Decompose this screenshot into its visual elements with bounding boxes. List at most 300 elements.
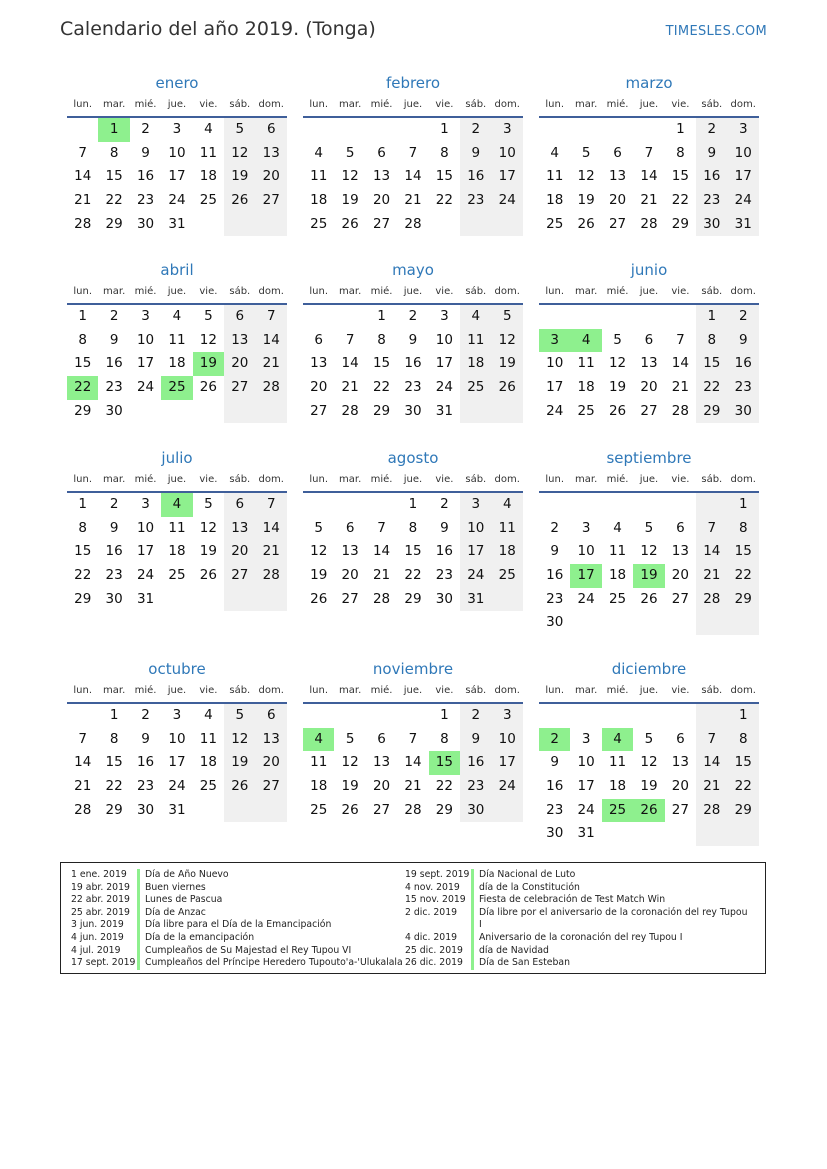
weekday-label: mar. (575, 286, 598, 297)
weekend-day-cell: 5 (492, 305, 523, 329)
empty-day-cell (492, 588, 523, 612)
weekend-day-cell: 7 (696, 728, 727, 752)
holiday-marker (137, 907, 140, 920)
week-row (67, 189, 287, 213)
month-noviembre (303, 658, 523, 822)
day-cell: 19 (640, 778, 658, 795)
day-cell: 10 (136, 519, 155, 536)
day-cell: 12 (608, 355, 627, 372)
day-cell: 4 (204, 707, 213, 723)
weekend-day-cell: 20 (256, 165, 287, 189)
month-marzo (539, 72, 759, 236)
weekend-day-cell: 21 (256, 352, 287, 376)
holiday-name: Aniversario de la coronación del rey Tupou I (479, 931, 683, 943)
holiday-name: Cumpleaños del Príncipe Heredero Tupouto'a-'Ulukalala (145, 957, 403, 969)
day-cell: 8 (109, 144, 119, 161)
weekday-label: sáb. (465, 286, 487, 297)
weekday-label: sáb. (701, 474, 723, 485)
day-cell: 2 (109, 308, 119, 324)
weekend-day-cell: 25 (460, 376, 491, 400)
weekday-label: vie. (199, 99, 218, 110)
week-row (303, 517, 523, 541)
weekday-label: dom. (494, 474, 520, 485)
week-row (303, 376, 523, 400)
empty-day-cell (665, 493, 696, 517)
weekday-label: mar. (339, 99, 362, 110)
day-cell: 13 (310, 355, 328, 372)
day-cell: 11 (310, 168, 328, 185)
day-cell: 25 (199, 192, 217, 209)
weekend-day-cell: 10 (492, 142, 523, 166)
day-cell: 31 (168, 215, 186, 232)
empty-day-cell (193, 588, 224, 612)
weekend-day-cell: 6 (224, 305, 255, 329)
empty-day-cell (193, 400, 224, 424)
week-row (67, 775, 287, 799)
legend-row (71, 945, 403, 958)
day-cell: 25 (168, 567, 186, 584)
weekend-day-cell: 26 (224, 775, 255, 799)
weekday-label: vie. (671, 286, 690, 297)
day-cell: 2 (408, 308, 418, 324)
weekend-day-cell: 22 (728, 564, 759, 588)
day-cell: 5 (581, 144, 591, 161)
holiday-date: 19 abr. 2019 (71, 881, 130, 893)
day-cell: 10 (546, 355, 564, 372)
day-cell: 13 (372, 754, 391, 771)
weekend-day-cell: 17 (492, 165, 523, 189)
week-row (67, 728, 287, 752)
day-cell: 7 (676, 331, 685, 348)
holiday-day-cell: 25 (602, 799, 633, 823)
weekday-label: mar. (575, 474, 598, 485)
weekend-day-cell: 23 (460, 189, 491, 213)
weekday-label: mar. (575, 685, 598, 696)
day-cell: 28 (372, 590, 391, 607)
weekday-label: vie. (435, 685, 454, 696)
day-cell: 1 (78, 308, 87, 324)
day-cell: 12 (640, 543, 658, 560)
week-row (303, 564, 523, 588)
holiday-date: 1 ene. 2019 (71, 869, 127, 880)
holiday-name: Fiesta de celebración de Test Match Win (479, 894, 666, 906)
weekday-header (67, 96, 287, 118)
day-cell: 1 (440, 121, 449, 137)
week-row (303, 799, 523, 823)
weekend-day-cell: 22 (696, 376, 727, 400)
day-cell: 1 (78, 496, 87, 512)
month-julio (67, 447, 287, 611)
day-cell: 23 (546, 590, 564, 607)
weekday-label: vie. (199, 685, 218, 696)
weekday-label: vie. (435, 99, 454, 110)
weekend-day-cell: 4 (460, 305, 491, 329)
empty-day-cell (67, 704, 98, 728)
month-name: julio (161, 449, 193, 467)
holiday-day-cell: 25 (161, 376, 192, 400)
empty-day-cell (303, 493, 334, 517)
weekday-label: dom. (258, 286, 284, 297)
weekend-day-cell: 27 (256, 775, 287, 799)
day-cell: 8 (440, 144, 449, 161)
holiday-date: 26 dic. 2019 (405, 957, 463, 969)
weekend-day-cell: 28 (696, 588, 727, 612)
week-row (539, 540, 759, 564)
month-name: agosto (387, 449, 439, 467)
weekday-label: sáb. (701, 286, 723, 297)
day-cell: 28 (74, 215, 92, 232)
day-cell: 23 (435, 567, 453, 584)
weekday-label: lun. (309, 685, 329, 696)
weekend-day-cell: 28 (256, 564, 287, 588)
holiday-marker (471, 869, 474, 882)
day-cell: 27 (640, 402, 658, 419)
day-cell: 18 (608, 778, 627, 795)
legend-row (405, 932, 748, 945)
day-cell: 22 (372, 379, 391, 396)
weekday-label: vie. (199, 474, 218, 485)
weekend-day-cell: 26 (492, 376, 523, 400)
day-cell: 30 (136, 215, 155, 232)
day-cell: 31 (168, 801, 186, 818)
weekend-day-cell: 27 (224, 564, 255, 588)
day-cell: 2 (141, 121, 150, 137)
weekend-day-cell: 29 (728, 799, 759, 823)
weekend-day-cell: 6 (256, 118, 287, 142)
holiday-name: Día de Año Nuevo (145, 869, 229, 880)
holiday-marker (471, 932, 474, 945)
week-row (67, 352, 287, 376)
day-cell: 16 (546, 778, 564, 795)
weekday-label: dom. (730, 286, 756, 297)
empty-day-cell (492, 400, 523, 424)
day-cell: 9 (440, 519, 449, 536)
day-cell: 6 (377, 144, 386, 161)
day-cell: 16 (136, 168, 155, 185)
day-cell: 21 (404, 192, 422, 209)
holiday-date: 22 abr. 2019 (71, 894, 130, 906)
day-cell: 15 (105, 754, 123, 771)
empty-day-cell (602, 704, 633, 728)
week-row (539, 822, 759, 846)
week-row (539, 611, 759, 635)
day-cell: 2 (440, 496, 449, 512)
day-cell: 30 (136, 801, 155, 818)
weekend-day-cell: 10 (492, 728, 523, 752)
month-name: mayo (392, 261, 434, 279)
weekend-day-cell: 15 (696, 352, 727, 376)
weekday-label: mié. (606, 286, 629, 297)
weekend-day-cell: 2 (728, 305, 759, 329)
holiday-day-cell: 3 (539, 329, 570, 353)
weekday-label: mar. (575, 99, 598, 110)
empty-day-cell (602, 611, 633, 635)
holiday-day-cell: 2 (539, 728, 570, 752)
day-cell: 14 (372, 543, 391, 560)
week-row (303, 493, 523, 517)
day-cell: 18 (199, 168, 217, 185)
weekend-day-cell: 19 (224, 751, 255, 775)
holiday-date: 4 dic. 2019 (405, 931, 458, 943)
weekday-label: mié. (134, 685, 157, 696)
day-cell: 13 (341, 543, 359, 560)
week-row (303, 329, 523, 353)
day-cell: 16 (435, 543, 453, 560)
weekday-label: mié. (370, 685, 393, 696)
day-cell: 10 (577, 543, 595, 560)
weekend-day-cell: 14 (256, 517, 287, 541)
day-cell: 20 (608, 192, 627, 209)
empty-day-cell (602, 822, 633, 846)
holiday-name: Día de la emancipación (145, 931, 255, 943)
day-cell: 20 (310, 379, 328, 396)
week-row (539, 213, 759, 237)
empty-day-cell (633, 822, 664, 846)
day-cell: 9 (550, 754, 559, 771)
weekend-day-cell: 20 (224, 352, 255, 376)
day-cell: 5 (204, 308, 213, 324)
day-cell: 19 (341, 778, 359, 795)
day-cell: 6 (345, 519, 355, 536)
day-cell: 18 (310, 778, 328, 795)
month-enero (67, 72, 287, 236)
page-title: Calendario del año 2019. (Tonga) (60, 18, 376, 40)
day-cell: 15 (372, 355, 391, 372)
weekday-label: lun. (545, 474, 565, 485)
weekend-day-cell: 30 (728, 400, 759, 424)
weekend-day-cell: 3 (460, 493, 491, 517)
weekend-day-cell: 3 (728, 118, 759, 142)
day-cell: 14 (74, 754, 92, 771)
holiday-name: Día de Anzac (145, 906, 206, 918)
day-cell: 10 (168, 730, 186, 747)
legend-column-left (71, 869, 403, 970)
day-cell: 23 (546, 801, 564, 818)
day-cell: 11 (199, 730, 217, 747)
holiday-date: 4 nov. 2019 (405, 881, 460, 893)
weekend-day-cell: 19 (224, 165, 255, 189)
week-row (539, 142, 759, 166)
holiday-marker (471, 907, 474, 920)
weekend-day-cell: 18 (460, 352, 491, 376)
month-septiembre (539, 447, 759, 635)
weekday-label: jue. (167, 99, 187, 110)
day-cell: 3 (141, 496, 150, 512)
day-cell: 30 (105, 402, 123, 419)
legend-row (405, 919, 748, 932)
holiday-day-cell: 19 (193, 352, 224, 376)
day-cell: 14 (640, 168, 658, 185)
day-cell: 30 (404, 402, 422, 419)
empty-day-cell (570, 305, 601, 329)
holiday-day-cell: 4 (161, 493, 192, 517)
week-row (539, 564, 759, 588)
week-row (303, 704, 523, 728)
holiday-marker (471, 894, 474, 907)
weekend-day-cell: 1 (728, 704, 759, 728)
day-cell: 4 (613, 519, 622, 536)
day-cell: 5 (204, 496, 213, 512)
day-cell: 16 (105, 355, 123, 372)
empty-day-cell (696, 611, 727, 635)
weekend-day-cell: 10 (728, 142, 759, 166)
weekday-label: mar. (339, 685, 362, 696)
weekend-day-cell: 6 (256, 704, 287, 728)
day-cell: 5 (345, 730, 355, 747)
weekend-day-cell: 24 (492, 775, 523, 799)
week-row (539, 493, 759, 517)
day-cell: 20 (671, 778, 689, 795)
weekday-label: jue. (167, 685, 187, 696)
weekday-label: sáb. (465, 474, 487, 485)
month-febrero (303, 72, 523, 236)
holiday-day-cell: 19 (633, 564, 664, 588)
holiday-day-cell: 4 (570, 329, 601, 353)
legend-row (405, 957, 748, 970)
empty-day-cell (460, 400, 491, 424)
empty-day-cell (256, 400, 287, 424)
empty-day-cell (570, 118, 601, 142)
month-octubre (67, 658, 287, 822)
weekend-day-cell: 9 (460, 142, 491, 166)
week-row (67, 400, 287, 424)
weekday-label: dom. (258, 685, 284, 696)
empty-day-cell (397, 118, 428, 142)
day-cell: 4 (550, 144, 559, 161)
weekend-day-cell: 2 (460, 704, 491, 728)
day-cell: 6 (676, 730, 685, 747)
weekday-label: mié. (134, 474, 157, 485)
weekend-day-cell: 27 (256, 189, 287, 213)
legend-row (405, 894, 748, 907)
holiday-day-cell: 26 (633, 799, 664, 823)
day-cell: 24 (136, 379, 155, 396)
weekday-label: jue. (403, 286, 423, 297)
day-cell: 8 (78, 331, 87, 348)
day-cell: 9 (141, 144, 150, 161)
day-cell: 27 (671, 801, 689, 818)
day-cell: 11 (546, 168, 564, 185)
week-row (67, 588, 287, 612)
day-cell: 8 (109, 730, 119, 747)
day-cell: 25 (608, 590, 627, 607)
day-cell: 1 (377, 308, 386, 324)
empty-day-cell (633, 493, 664, 517)
day-cell: 1 (440, 707, 449, 723)
weekend-day-cell: 8 (728, 517, 759, 541)
empty-day-cell (366, 704, 397, 728)
empty-day-cell (224, 213, 255, 237)
holiday-marker (137, 882, 140, 895)
day-cell: 11 (168, 519, 186, 536)
day-cell: 1 (676, 121, 685, 137)
weekend-day-cell: 16 (728, 352, 759, 376)
day-cell: 29 (74, 590, 92, 607)
day-cell: 31 (435, 402, 453, 419)
weekend-day-cell: 28 (256, 376, 287, 400)
day-cell: 17 (435, 355, 453, 372)
empty-day-cell (334, 118, 365, 142)
holiday-day-cell: 15 (429, 751, 460, 775)
weekend-day-cell: 5 (224, 704, 255, 728)
day-cell: 16 (404, 355, 422, 372)
day-cell: 25 (310, 215, 328, 232)
day-cell: 28 (404, 215, 422, 232)
weekend-day-cell: 20 (256, 751, 287, 775)
empty-day-cell (429, 213, 460, 237)
week-row (303, 305, 523, 329)
weekday-label: jue. (403, 99, 423, 110)
weekend-day-cell: 7 (256, 305, 287, 329)
holiday-marker (471, 882, 474, 895)
weekday-label: mié. (606, 99, 629, 110)
holiday-date: 19 sept. 2019 (405, 869, 470, 880)
day-cell: 31 (136, 590, 155, 607)
empty-day-cell (696, 493, 727, 517)
day-cell: 26 (577, 215, 595, 232)
holiday-marker (471, 957, 474, 970)
day-cell: 12 (199, 331, 217, 348)
weekday-label: mié. (606, 474, 629, 485)
day-cell: 15 (435, 168, 453, 185)
day-cell: 23 (105, 379, 123, 396)
weekday-label: sáb. (229, 99, 251, 110)
day-cell: 7 (408, 730, 418, 747)
day-cell: 19 (577, 192, 595, 209)
day-cell: 24 (168, 778, 186, 795)
day-cell: 21 (74, 192, 92, 209)
brand-link[interactable]: TIMESLES.COM (665, 24, 767, 39)
empty-day-cell (539, 704, 570, 728)
weekend-day-cell: 21 (696, 775, 727, 799)
day-cell: 18 (168, 355, 186, 372)
day-cell: 21 (74, 778, 92, 795)
day-cell: 13 (640, 355, 658, 372)
empty-day-cell (303, 118, 334, 142)
day-cell: 2 (109, 496, 119, 512)
day-cell: 20 (640, 379, 658, 396)
day-cell: 24 (577, 801, 595, 818)
weekday-label: sáb. (465, 685, 487, 696)
day-cell: 28 (74, 801, 92, 818)
day-cell: 12 (341, 754, 359, 771)
day-cell: 9 (141, 730, 150, 747)
day-cell: 27 (341, 590, 359, 607)
week-row (67, 799, 287, 823)
empty-day-cell (397, 704, 428, 728)
holiday-day-cell: 4 (602, 728, 633, 752)
legend-row (71, 919, 403, 932)
week-row (67, 213, 287, 237)
holiday-marker (471, 945, 474, 958)
day-cell: 29 (404, 590, 422, 607)
weekday-label: jue. (639, 286, 659, 297)
empty-day-cell (67, 118, 98, 142)
week-row (539, 728, 759, 752)
weekend-day-cell: 9 (728, 329, 759, 353)
holiday-name: Día de San Esteban (479, 957, 570, 969)
day-cell: 26 (640, 590, 658, 607)
empty-day-cell (539, 305, 570, 329)
legend-row (71, 932, 403, 945)
week-row (67, 564, 287, 588)
day-cell: 28 (404, 801, 422, 818)
weekend-day-cell: 16 (460, 165, 491, 189)
empty-day-cell (633, 704, 664, 728)
day-cell: 12 (341, 168, 359, 185)
weekend-day-cell: 27 (224, 376, 255, 400)
day-cell: 7 (345, 331, 355, 348)
